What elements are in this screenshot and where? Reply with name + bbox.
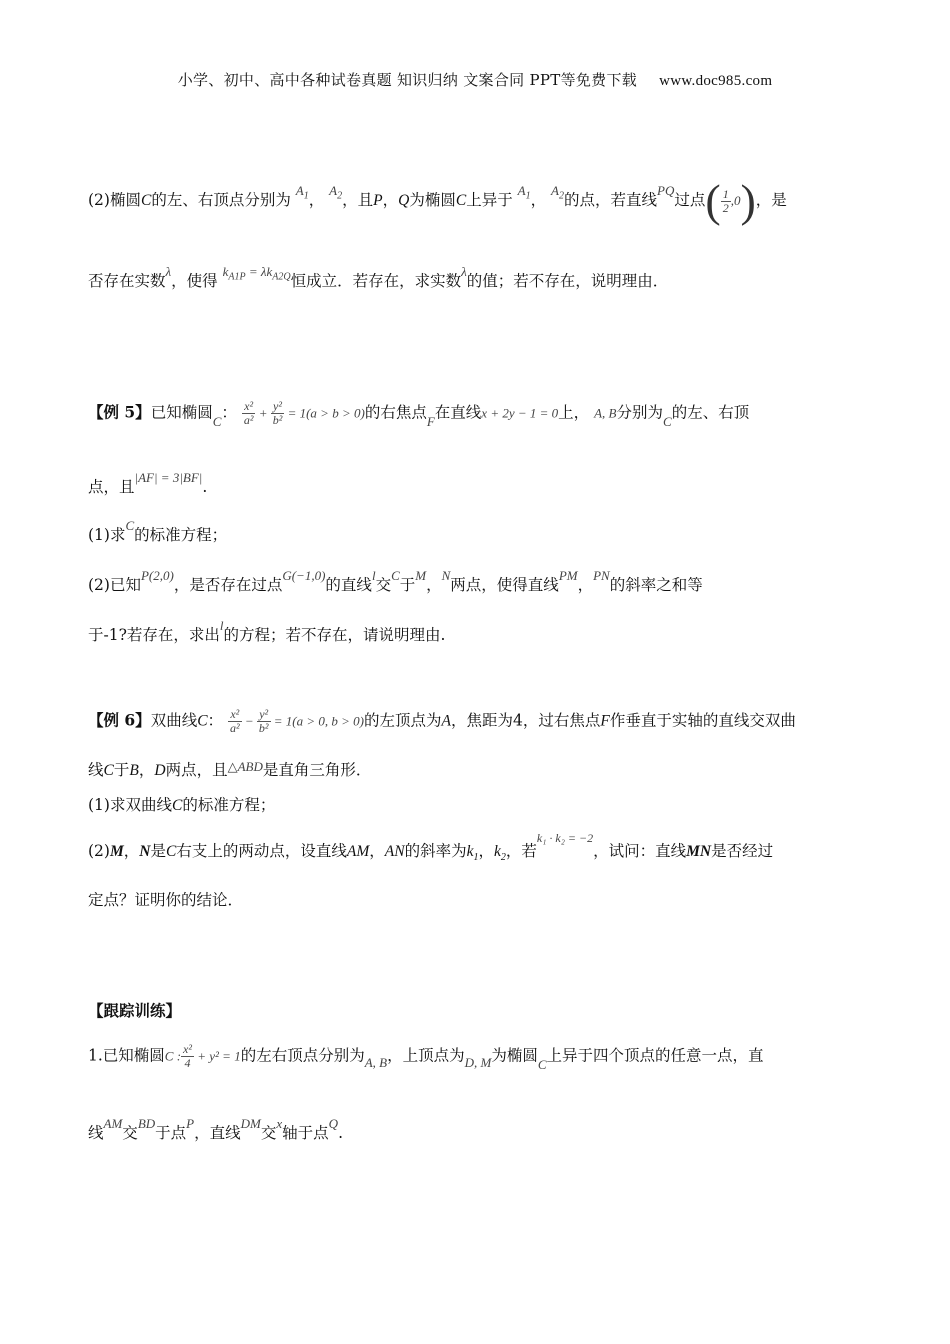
ex6-q2-line2: 定点？证明你的结论．: [88, 891, 244, 909]
math-slope-eq: kA1P = λkA2Q: [222, 264, 291, 283]
header-site: www.doc985.com: [659, 73, 773, 89]
math-a2: A2: [329, 183, 343, 202]
p2-line2: 否存在实数$^\lambda$，使得 $^{k_{A1P} = \lambda k_{A2Q}}$恒成立．若存在，求实数$^\lambda$的值；若不存在，说明理由．: [88, 264, 669, 290]
math-pq: PQ: [657, 183, 675, 198]
ex6-q2-line1: (2)M，N是C右支上的两动点，设直线AM，AN的斜率为$k_1$，$k_2$，若$^{k_1 \cdot k_2 = -2}$，试问：直线MN是否经过: [88, 831, 774, 864]
ex6-label: 【例 6】: [88, 710, 151, 730]
track-line2: 线$^{AM}$交$^{BD}$于点$^P$，直线$^{DM}$交$^x$轴于点$^Q$.: [88, 1116, 343, 1142]
track-line1: 1.已知椭圆C : $\frac{\text{x²}}{4}$ + y² = 1的左右顶点分别为$_{A, B}$，上顶点为$_{D, M}$为椭圆$_C$上异于四个顶点的任意一点，直: [88, 1042, 764, 1072]
ex6-q1: (1)求双曲线C的标准方程；: [88, 796, 276, 814]
math-a1: A1: [295, 183, 309, 202]
ex6-line2: 线C于B，D两点，且$^{\triangle ABD}$是直角三角形．: [88, 759, 372, 779]
ex5-label: 【例 5】: [88, 402, 151, 422]
page-header: [0, 69, 950, 90]
ex6-line1: 【例 6】双曲线C： $\frac{\text{x²}}{\text{a²}}$ − $\frac{\text{y²}}{\text{b²}}$ = 1(a > 0, b > 0)的左顶点为A，焦距为4，过右焦点F作垂直于实轴的直线交双曲: [88, 707, 796, 735]
math-half: $\frac{1}{2}$: [722, 186, 729, 215]
ex5-q1: (1)求$^C$的标准方程；: [88, 518, 228, 544]
ex5-q2-line1: (2)已知$^{P(2,0)}$，是否存在过点$^{G(-1,0)}$的直线$^l$交$^C$于$^M$，$^N$两点，使得直线$^{PM}$，$^{PN}$的斜率之和等: [88, 568, 703, 594]
track-title: 【跟踪训练】: [88, 1001, 182, 1020]
header-text: 小学、初中、高中各种试卷真题 知识归纳 文案合同 PPT等免费下载: [177, 71, 638, 89]
ex5-line1: 【例 5】已知椭圆$_C$： $\frac{\text{x²}}{\text{a²}}$ + $\frac{\text{y²}}{\text{b²}}$ = 1(a > b > 0)的右焦点$_F$在直线x + 2y − 1 = 0上， A, B分别为$_C$的左、右顶: [88, 399, 750, 429]
ex5-line2: 点，且$^{|AF| = 3|BF|}$.: [88, 470, 208, 496]
p2-line1: (2)椭圆C的左、右顶点分别为 $^{A_1}$， $^{A_2}$，且P，Q为椭圆C上异于 $^{A_1}$， $^{A_2}$的点，若直线$^{PQ}$过点( $\frac{1}{2}$ ,0)，是: [88, 175, 787, 226]
ex5-q2-line2: 于-1?若存在，求出$^l$的方程；若不存在，请说明理由.: [88, 618, 446, 644]
